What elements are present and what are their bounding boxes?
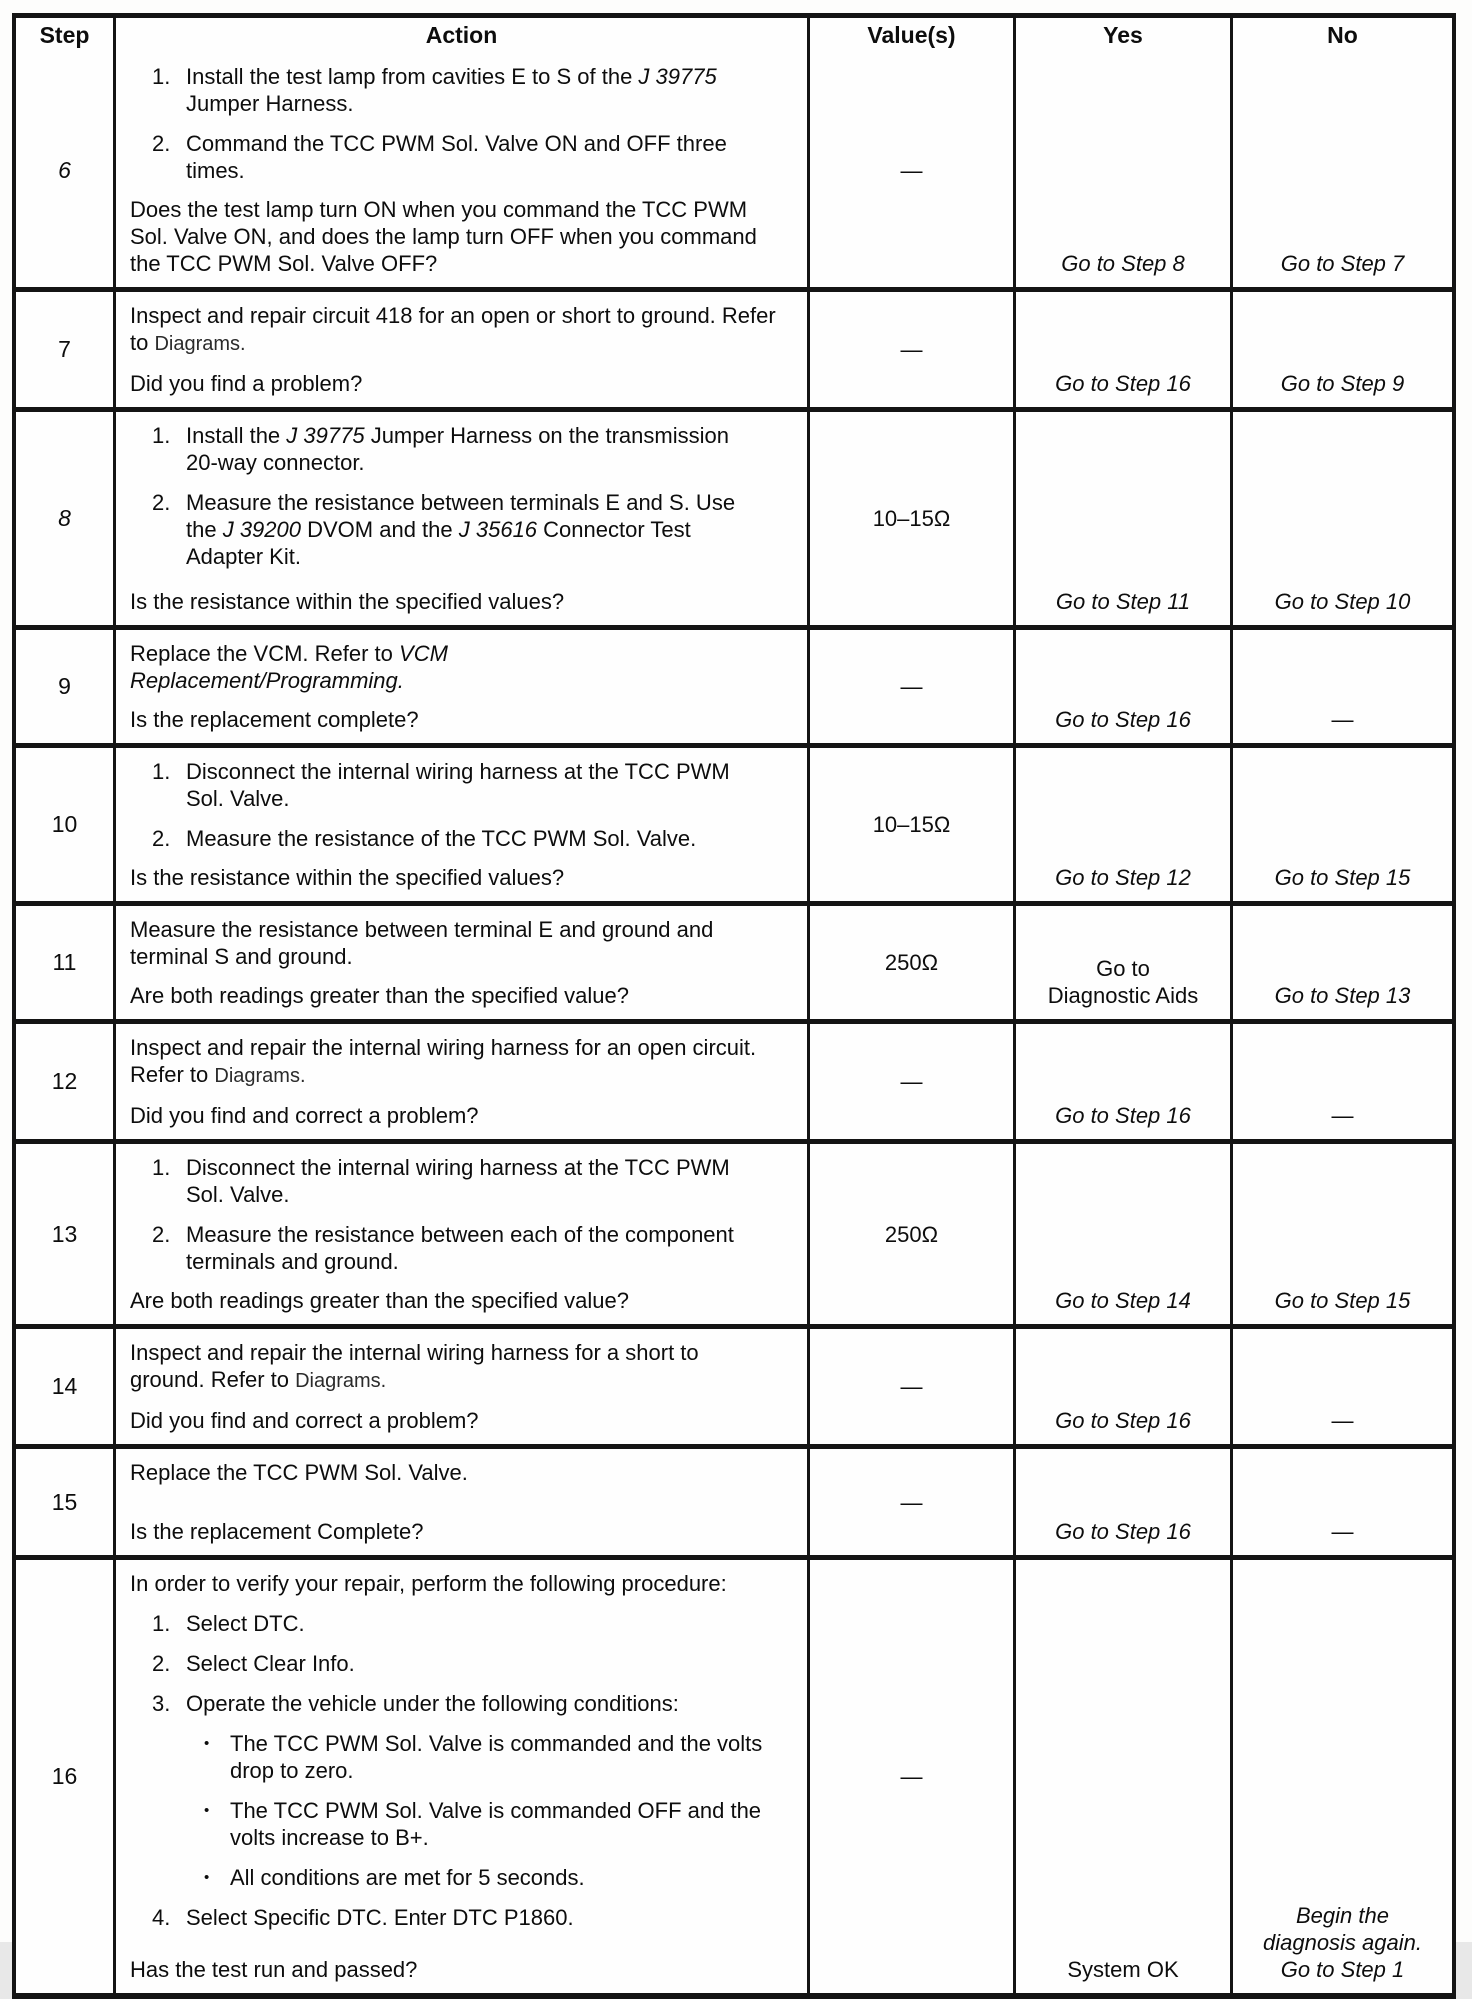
action-cell: [113, 906, 807, 1019]
action-question: Did you find and correct a problem?: [130, 1408, 479, 1433]
step-number: 7: [58, 336, 71, 362]
yes-cell: [1013, 1560, 1230, 1993]
step-number: 12: [51, 1068, 78, 1094]
no-text: —: [1331, 1408, 1354, 1433]
no-text: —: [1331, 1519, 1354, 1544]
item-number: 4.: [152, 1905, 171, 1930]
step-cell: [16, 748, 113, 901]
action-question: Did you find a problem?: [130, 371, 363, 396]
yes-cell: [1013, 906, 1230, 1019]
step-cell: [16, 412, 113, 625]
bullet-icon: •: [204, 1802, 210, 1819]
no-cell: [1230, 412, 1452, 625]
no-cell: [1230, 1144, 1452, 1324]
action-bullet-item: [204, 1730, 774, 1784]
action-text: All conditions are met for 5 seconds.: [230, 1865, 585, 1890]
item-text: [230, 1730, 774, 1784]
header-cell-yes: Yes: [1013, 18, 1230, 53]
action-numbered-item: [152, 1690, 772, 1717]
step-number: 13: [51, 1220, 78, 1247]
action-question: Is the resistance within the specified values?: [130, 589, 565, 614]
action-cell: [113, 630, 807, 743]
action-text: DVOM and the: [301, 517, 459, 542]
reference-link-text: Diagrams.: [154, 333, 246, 355]
step-number: 14: [51, 1373, 78, 1399]
step-cell: [16, 292, 113, 407]
action-text: J 39775: [286, 423, 365, 448]
action-text: Replace the TCC PWM Sol. Valve.: [130, 1460, 468, 1485]
action-text: Command the TCC PWM Sol. Valve ON and OFF three times.: [186, 131, 727, 183]
header-cell-no: No: [1230, 18, 1452, 53]
step-number: 15: [51, 1488, 78, 1515]
action-text: Measure the resistance between terminals E and S. Use the: [186, 490, 736, 542]
action-cell: [113, 412, 807, 625]
action-text: Install the: [186, 423, 287, 448]
header-cell-step: Step: [39, 22, 90, 48]
no-text: Go to Step 13: [1274, 983, 1411, 1008]
item-text: [186, 1904, 574, 1931]
action-text: J 39200: [222, 517, 301, 542]
action-text: Replacement/Programming.: [130, 668, 404, 693]
value-text: —: [900, 1764, 923, 1789]
action-numbered-item: [152, 1904, 772, 1931]
value-cell: [807, 748, 1013, 901]
no-text: —: [1331, 1103, 1354, 1128]
action-paragraph: [130, 1034, 778, 1090]
table-row: [16, 53, 1452, 287]
item-text: [186, 1221, 752, 1275]
table-row: [16, 743, 1452, 901]
item-number: 1.: [152, 1155, 171, 1180]
action-question: Does the test lamp turn ON when you command the TCC PWM Sol. Valve ON, and does the lamp turn OFF when you command the TCC PWM Sol. Valve OFF?: [130, 197, 757, 276]
table-row: [16, 1019, 1452, 1139]
value-cell: [807, 1560, 1013, 1993]
step-cell: [16, 1449, 113, 1555]
yes-text: Go to Step 16: [1055, 371, 1191, 396]
yes-cell: [1013, 412, 1230, 625]
action-question: Did you find and correct a problem?: [130, 1103, 479, 1128]
no-text: Go to Step 7: [1280, 251, 1405, 276]
action-text: Select DTC.: [186, 1611, 305, 1636]
action-text: J 35616: [458, 517, 538, 542]
action-cell: [113, 1144, 807, 1324]
yes-cell: [1013, 748, 1230, 901]
item-text: [230, 1797, 774, 1851]
yes-cell: [1013, 1024, 1230, 1139]
no-cell: [1230, 53, 1452, 287]
action-question: Is the resistance within the specified values?: [130, 865, 565, 890]
table-row: [16, 901, 1452, 1019]
value-cell: [807, 292, 1013, 407]
value-text: —: [900, 1374, 923, 1399]
action-numbered-item: [152, 825, 772, 852]
table-row: [16, 1555, 1452, 1993]
action-text: Operate the vehicle under the following conditions:: [186, 1691, 679, 1716]
reference-link-text: Diagrams.: [295, 1370, 387, 1392]
action-text: Install the test lamp from cavities E to S of the: [186, 64, 639, 89]
action-paragraph: [130, 302, 778, 358]
table-row: [16, 1444, 1452, 1555]
value-text: 10–15Ω: [872, 812, 951, 837]
step-number: 9: [58, 673, 71, 699]
action-text: Measure the resistance between terminal E and ground and terminal S and ground.: [130, 917, 714, 969]
item-number: 2.: [152, 131, 171, 156]
action-text: In order to verify your repair, perform the following procedure:: [130, 1571, 727, 1596]
step-number: 6: [58, 156, 71, 183]
action-numbered-item: [152, 758, 772, 812]
action-numbered-item: [152, 1221, 772, 1275]
item-text: [186, 1650, 355, 1677]
step-cell: [16, 1560, 113, 1993]
value-cell: [807, 630, 1013, 743]
item-number: 2.: [152, 490, 171, 515]
yes-text: Go to Step 16: [1055, 1103, 1191, 1128]
action-text: Replace the VCM. Refer to: [130, 641, 400, 666]
value-cell: [807, 412, 1013, 625]
item-text: [186, 63, 752, 117]
item-text: [186, 1690, 679, 1717]
yes-text: Go to Step 16: [1055, 1408, 1191, 1433]
no-text: Go to Step 15: [1274, 1288, 1411, 1313]
no-cell: [1230, 1329, 1452, 1444]
step-cell: [16, 53, 113, 287]
no-cell: [1230, 906, 1452, 1019]
step-cell: [16, 1144, 113, 1324]
action-bullet-item: [204, 1864, 774, 1891]
action-text: The TCC PWM Sol. Valve is commanded and the volts drop to zero.: [230, 1731, 763, 1783]
item-text: [186, 1154, 752, 1208]
no-cell: [1230, 1024, 1452, 1139]
action-paragraph: [130, 1459, 778, 1486]
value-cell: [807, 1449, 1013, 1555]
action-paragraph: [130, 916, 778, 970]
yes-text: Go to Step 12: [1055, 865, 1191, 890]
table-row: [16, 407, 1452, 625]
yes-text: Go to Step 16: [1055, 1519, 1191, 1544]
value-text: —: [900, 1489, 923, 1515]
step-cell: [16, 630, 113, 743]
action-paragraph: [130, 1570, 778, 1597]
item-text: [230, 1864, 585, 1891]
action-numbered-item: [152, 489, 772, 570]
value-text: 10–15Ω: [872, 506, 951, 531]
table-body: [16, 53, 1452, 1993]
action-numbered-item: [152, 1650, 772, 1677]
no-text: —: [1331, 707, 1354, 732]
action-cell: [113, 1449, 807, 1555]
action-text: Disconnect the internal wiring harness at the TCC PWM Sol. Valve.: [186, 759, 730, 811]
action-numbered-item: [152, 130, 772, 184]
item-number: 2.: [152, 826, 171, 851]
action-text: Jumper Harness on the transmission 20-way connector.: [186, 423, 729, 475]
action-question: Are both readings greater than the specified value?: [130, 1288, 629, 1313]
action-text: Jumper Harness.: [186, 91, 354, 116]
yes-text: Go to Step 16: [1055, 707, 1191, 732]
value-text: —: [900, 157, 923, 183]
action-text: Select Specific DTC. Enter DTC P1860.: [186, 1905, 574, 1930]
action-question: Is the replacement Complete?: [130, 1519, 424, 1544]
item-text: [186, 130, 752, 184]
bullet-icon: •: [204, 1869, 210, 1886]
item-number: 1.: [152, 759, 171, 784]
step-cell: [16, 1329, 113, 1444]
no-text: Go to Step 9: [1280, 371, 1405, 396]
action-paragraph: [130, 1339, 778, 1395]
value-text: —: [900, 1069, 923, 1094]
value-text: —: [900, 337, 923, 362]
value-text: 250Ω: [884, 950, 939, 975]
value-cell: [807, 1144, 1013, 1324]
item-text: [186, 489, 752, 570]
action-numbered-item: [152, 422, 772, 476]
table-header-row: [16, 18, 1452, 53]
action-text: Measure the resistance of the TCC PWM Sol. Valve.: [186, 826, 697, 851]
header-cell-values: Value(s): [807, 18, 1013, 53]
item-number: 2.: [152, 1222, 171, 1247]
item-text: [186, 758, 752, 812]
action-text: Inspect and repair the internal wiring harness for an open circuit. Refer to: [130, 1035, 757, 1087]
item-number: 1.: [152, 64, 171, 89]
item-number: 3.: [152, 1691, 171, 1716]
item-number: 1.: [152, 1611, 171, 1636]
no-cell: [1230, 1449, 1452, 1555]
value-cell: [807, 1024, 1013, 1139]
value-text: 250Ω: [884, 1221, 939, 1247]
no-cell: [1230, 1560, 1452, 1993]
action-paragraph: [130, 640, 778, 694]
action-text: Select Clear Info.: [186, 1651, 355, 1676]
step-number: 10: [51, 811, 78, 837]
yes-text: Go to Diagnostic Aids: [1047, 956, 1199, 1008]
no-text: Go to Step 15: [1274, 865, 1411, 890]
yes-text: Go to Step 11: [1055, 589, 1191, 614]
action-text: Inspect and repair circuit 418 for an open or short to ground. Refer to: [130, 303, 776, 355]
action-cell: [113, 1329, 807, 1444]
yes-cell: [1013, 53, 1230, 287]
item-text: [186, 825, 696, 852]
reference-link-text: Diagrams.: [214, 1065, 306, 1087]
step-number: 11: [52, 949, 77, 975]
action-cell: [113, 1024, 807, 1139]
action-numbered-item: [152, 1610, 772, 1637]
no-cell: [1230, 630, 1452, 743]
action-cell: [113, 292, 807, 407]
no-text: Begin the diagnosis again. Go to Step 1: [1262, 1903, 1422, 1982]
step-number: 16: [51, 1763, 78, 1789]
action-text: Connector Test Adapter Kit.: [186, 517, 691, 569]
yes-cell: [1013, 1329, 1230, 1444]
item-text: [186, 422, 752, 476]
step-cell: [16, 906, 113, 1019]
value-cell: [807, 906, 1013, 1019]
action-bullet-item: [204, 1797, 774, 1851]
action-question: Is the replacement complete?: [130, 707, 419, 732]
table-row: [16, 625, 1452, 743]
no-text: Go to Step 10: [1274, 589, 1411, 614]
yes-cell: [1013, 1144, 1230, 1324]
action-numbered-item: [152, 63, 772, 117]
step-cell: [16, 1024, 113, 1139]
no-cell: [1230, 292, 1452, 407]
table-row: [16, 1324, 1452, 1444]
diagnostic-table: [12, 13, 1456, 1999]
action-cell: [113, 1560, 807, 1993]
action-text: Measure the resistance between each of the component terminals and ground.: [186, 1222, 734, 1274]
yes-text: Go to Step 8: [1061, 251, 1185, 276]
value-text: —: [900, 674, 923, 699]
header-cell-action: Action: [113, 18, 807, 53]
action-question: Are both readings greater than the specified value?: [130, 983, 629, 1008]
value-cell: [807, 53, 1013, 287]
action-text: Disconnect the internal wiring harness at the TCC PWM Sol. Valve.: [186, 1155, 730, 1207]
bullet-icon: •: [204, 1735, 210, 1752]
value-cell: [807, 1329, 1013, 1444]
yes-text: System OK: [1067, 1957, 1179, 1982]
table-row: [16, 287, 1452, 407]
action-text: The TCC PWM Sol. Valve is commanded OFF and the volts increase to B+.: [230, 1798, 762, 1850]
yes-cell: [1013, 1449, 1230, 1555]
table-row: [16, 1139, 1452, 1324]
step-number: 8: [58, 505, 71, 531]
action-numbered-item: [152, 1154, 772, 1208]
item-number: 2.: [152, 1651, 171, 1676]
action-text: Inspect and repair the internal wiring harness for a short to ground. Refer to: [130, 1340, 699, 1392]
yes-text: Go to Step 14: [1055, 1288, 1191, 1313]
yes-cell: [1013, 292, 1230, 407]
no-cell: [1230, 748, 1452, 901]
action-cell: [113, 53, 807, 287]
yes-cell: [1013, 630, 1230, 743]
item-text: [186, 1610, 305, 1637]
action-text: VCM: [399, 641, 448, 666]
action-question: Has the test run and passed?: [130, 1957, 418, 1982]
item-number: 1.: [152, 423, 171, 448]
action-cell: [113, 748, 807, 901]
action-text: J 39775: [638, 64, 717, 89]
